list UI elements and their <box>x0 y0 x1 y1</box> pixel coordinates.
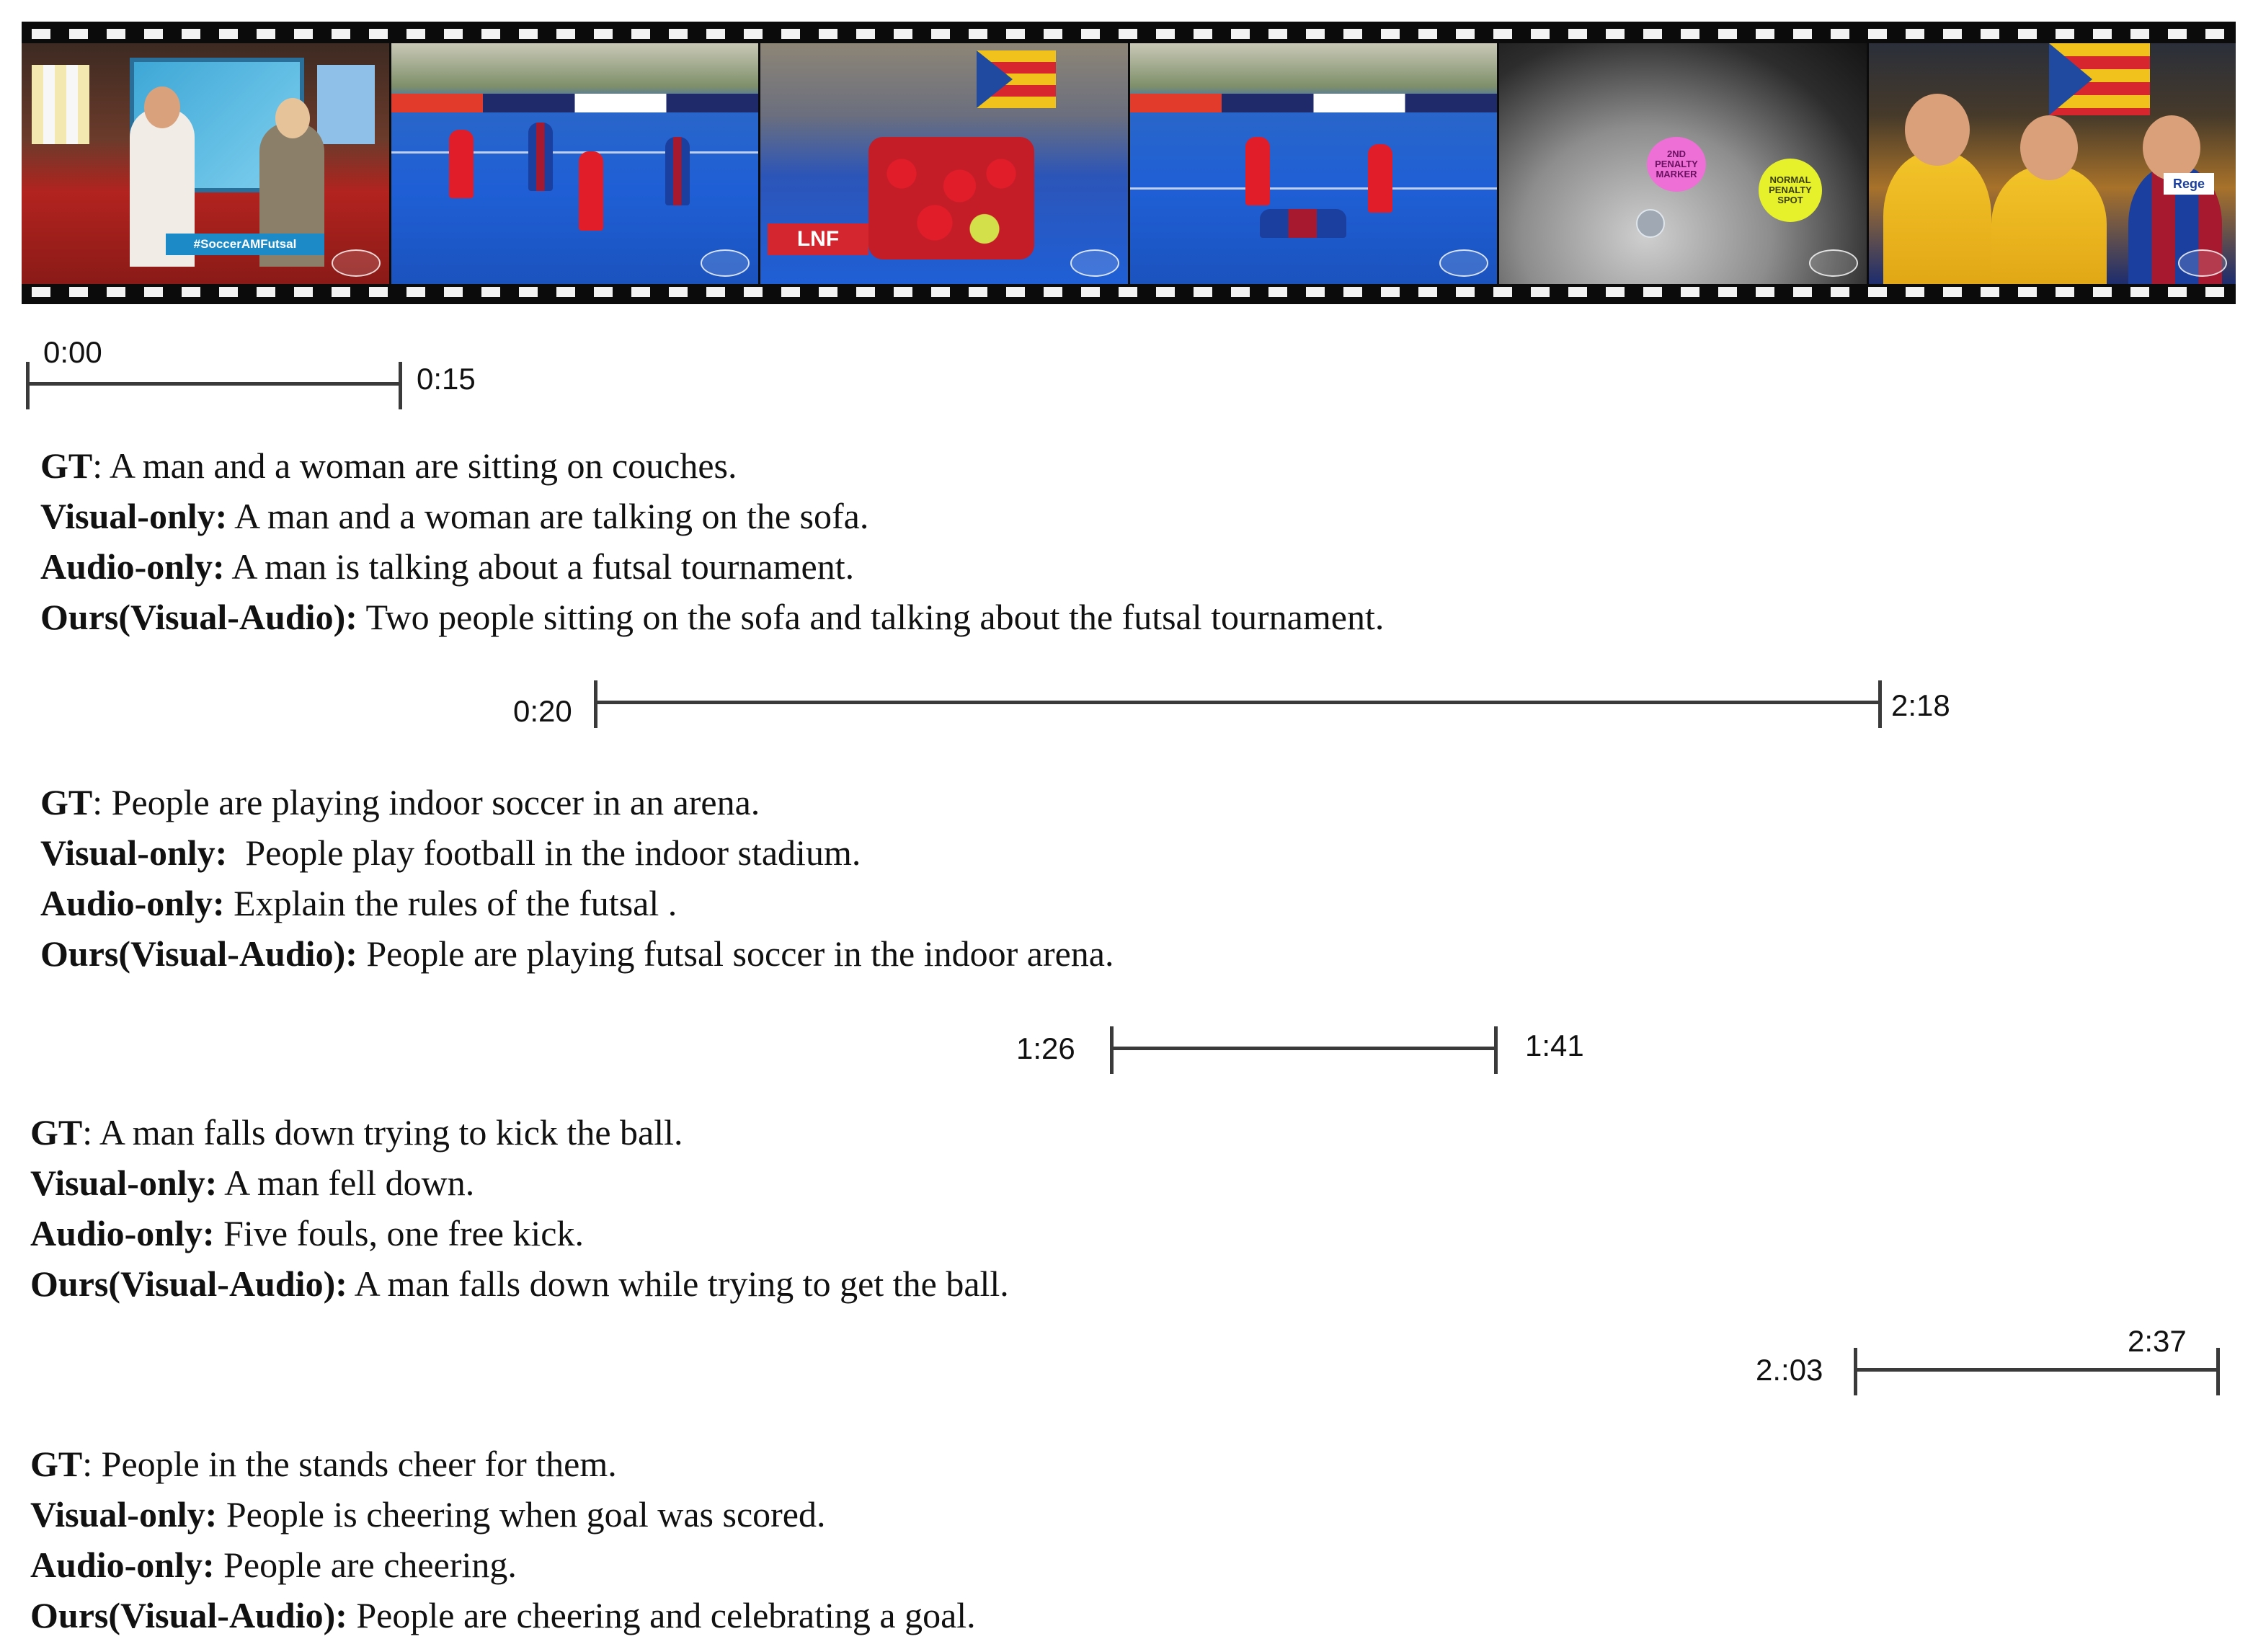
fan <box>1883 151 1991 284</box>
ball <box>1636 209 1665 238</box>
caption-text: People in the stands cheer for them. <box>101 1444 617 1484</box>
caption-text: Explain the rules of the futsal . <box>234 883 677 923</box>
caption-text: People are cheering and celebrating a goal. <box>356 1595 976 1635</box>
segment-4-end: 2:37 <box>2128 1324 2187 1358</box>
player-red <box>1368 144 1392 213</box>
sponsor-sign: Rege <box>2164 173 2214 195</box>
lnf-board: LNF <box>768 223 868 255</box>
caption-text: A man falls down trying to kick the ball. <box>99 1112 683 1153</box>
caption-text: A man fell down. <box>224 1163 475 1203</box>
video-filmstrip <box>22 22 2236 304</box>
caption-sep <box>215 1213 224 1253</box>
caption-gt <box>30 1439 976 1489</box>
segment-1-start: 0:00 <box>43 335 102 369</box>
player-red <box>579 151 603 231</box>
caption-text: A man falls down while trying to get the ball. <box>354 1264 1009 1304</box>
catalan-flag <box>977 50 1056 108</box>
caption-sep: : <box>92 445 110 486</box>
caption-audio-only <box>40 541 1384 592</box>
caption-visual-only <box>30 1489 976 1540</box>
caption-text: A man and a woman are talking on the sofa. <box>234 496 869 536</box>
catalan-flag <box>2049 43 2150 115</box>
caption-text: Two people sitting on the sofa and talking about the futsal tournament. <box>365 597 1385 637</box>
segment-2-end: 2:18 <box>1891 688 1950 722</box>
frame-studio-show <box>22 43 389 284</box>
caption-label: Ours(Visual-Audio): <box>40 933 357 974</box>
segment-2-start: 0:20 <box>513 694 572 728</box>
court-line <box>1130 187 1498 190</box>
fan-head <box>2143 115 2200 180</box>
player-blue <box>665 137 690 205</box>
caption-sep <box>225 546 232 587</box>
sprocket-holes-bottom <box>22 287 2236 297</box>
ad-board <box>1130 94 1498 112</box>
player-fallen <box>1260 209 1346 238</box>
jersey-left <box>32 65 89 144</box>
sprocket-holes-top <box>22 29 2236 39</box>
channel-watermark <box>1070 249 1119 277</box>
caption-gt <box>40 777 1114 827</box>
caption-visual-only <box>40 491 1384 541</box>
segment-4-timeline <box>1854 1368 2220 1372</box>
caption-visual-only <box>40 827 1114 878</box>
court-line <box>391 151 759 154</box>
caption-sep <box>217 1494 226 1535</box>
segment-1-captions <box>40 440 1384 642</box>
ad-board <box>391 94 759 112</box>
caption-ours <box>40 592 1384 642</box>
caption-sep: : <box>82 1444 102 1484</box>
fan-head <box>1905 94 1970 166</box>
caption-label: GT <box>30 1112 83 1153</box>
caption-text: People are cheering. <box>223 1545 517 1585</box>
caption-sep <box>227 496 234 536</box>
caption-audio-only <box>30 1540 976 1590</box>
segment-1-timeline <box>26 382 402 386</box>
segment-2-captions <box>40 777 1114 979</box>
segment-4-start: 2.:03 <box>1756 1353 1823 1387</box>
player-blue <box>528 123 553 191</box>
caption-ours <box>30 1258 1009 1309</box>
fan <box>1991 166 2107 284</box>
caption-label: Ours(Visual-Audio): <box>30 1595 347 1635</box>
caption-label: GT <box>40 782 93 822</box>
segment-4-captions <box>30 1439 976 1640</box>
channel-watermark <box>1439 249 1488 277</box>
caption-audio-only <box>40 878 1114 928</box>
caption-sep <box>357 933 367 974</box>
segment-3-start: 1:26 <box>1016 1031 1075 1065</box>
fan-head <box>2020 115 2078 180</box>
caption-label: Audio-only: <box>40 883 225 923</box>
frame-player-falls <box>1130 43 1498 284</box>
caption-label: Ours(Visual-Audio): <box>30 1264 347 1304</box>
caption-text: A man is talking about a futsal tournament. <box>231 546 855 587</box>
caption-sep <box>215 1545 224 1585</box>
caption-label: GT <box>30 1444 83 1484</box>
caption-sep <box>347 1264 355 1304</box>
caption-audio-only <box>30 1208 1009 1258</box>
caption-visual-only <box>30 1158 1009 1208</box>
player-red <box>1245 137 1270 205</box>
penalty-marker-bubble: 2ND PENALTY MARKER <box>1647 137 1706 192</box>
segment-3-timeline <box>1110 1047 1498 1050</box>
caption-sep <box>225 883 234 923</box>
caption-sep <box>357 597 366 637</box>
caption-text: People is cheering when goal was scored. <box>226 1494 826 1535</box>
frame-replay-penalty-markers <box>1499 43 1867 284</box>
caption-label: Visual-only: <box>30 1494 218 1535</box>
caption-text: A man and a woman are sitting on couches. <box>109 445 737 486</box>
frame-fans-cheering <box>1869 43 2236 284</box>
channel-watermark <box>1809 249 1858 277</box>
caption-sep: : <box>82 1112 99 1153</box>
frame-futsal-match <box>391 43 759 284</box>
caption-sep <box>347 1595 357 1635</box>
caption-ours <box>30 1590 976 1640</box>
penalty-spot-bubble: NORMAL PENALTY SPOT <box>1759 159 1822 222</box>
caption-label: Audio-only: <box>30 1545 215 1585</box>
caption-label: Ours(Visual-Audio): <box>40 597 357 637</box>
caption-text: People are playing indoor soccer in an arena. <box>111 782 760 822</box>
caption-sep: : <box>92 782 112 822</box>
caption-gt <box>40 440 1384 491</box>
channel-watermark <box>701 249 750 277</box>
caption-label: Visual-only: <box>30 1163 218 1203</box>
caption-text: People are playing futsal soccer in the indoor arena. <box>366 933 1114 974</box>
caption-label: Audio-only: <box>40 546 225 587</box>
frame-team-celebration <box>760 43 1128 284</box>
presenter-man-head <box>144 86 180 128</box>
caption-label: Visual-only: <box>40 496 228 536</box>
caption-label: Visual-only: <box>40 832 228 873</box>
caption-text: People play football in the indoor stadium. <box>245 832 861 873</box>
caption-ours <box>40 928 1114 979</box>
presenter-woman-head <box>275 98 310 138</box>
caption-sep <box>227 832 245 873</box>
caption-sep <box>217 1163 224 1203</box>
caption-label: Audio-only: <box>30 1213 215 1253</box>
jersey-right <box>317 65 375 144</box>
player-red <box>449 130 474 198</box>
filmstrip-frames <box>22 43 2236 284</box>
channel-watermark <box>332 249 381 277</box>
segment-2-timeline <box>594 701 1882 704</box>
caption-text: Five fouls, one free kick. <box>223 1213 584 1253</box>
team-huddle <box>868 137 1034 259</box>
segment-1-end: 0:15 <box>417 362 476 396</box>
caption-gt <box>30 1107 1009 1158</box>
segment-3-captions <box>30 1107 1009 1309</box>
channel-watermark <box>2178 249 2227 277</box>
segment-3-end: 1:41 <box>1525 1029 1584 1062</box>
caption-label: GT <box>40 445 93 486</box>
show-hashtag-banner: #SoccerAMFutsal <box>166 234 324 255</box>
